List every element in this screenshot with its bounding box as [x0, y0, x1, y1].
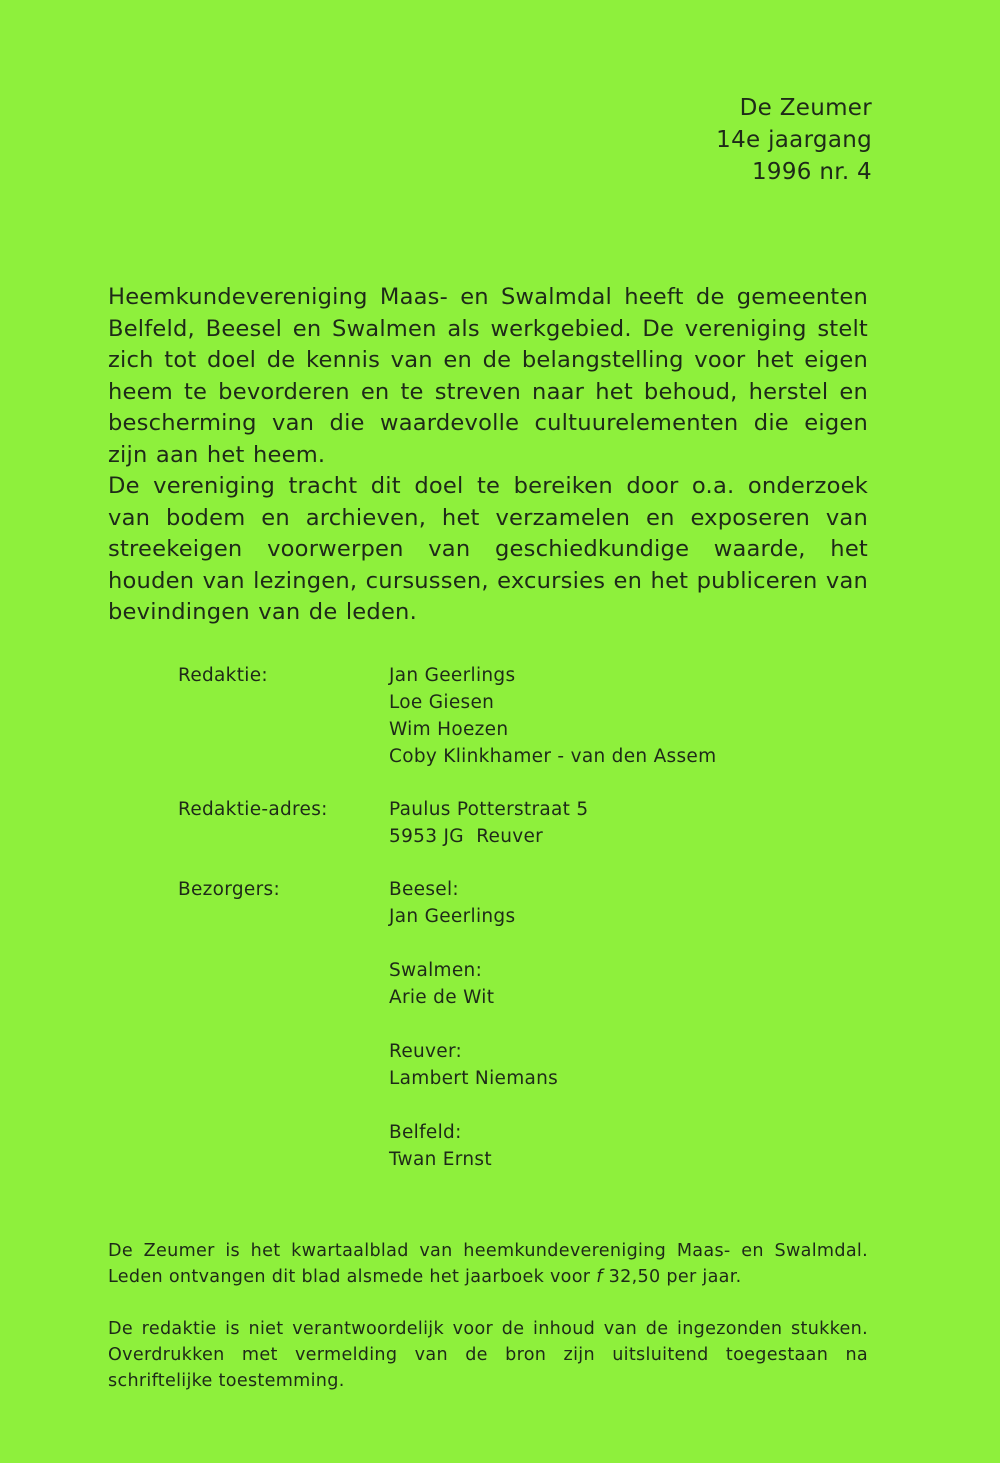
redaktie-member: Jan Geerlings — [389, 665, 516, 686]
footer-notes — [108, 1238, 868, 1394]
address-postcode: 5953 JG Reuver — [389, 826, 544, 847]
intro-paragraph-1: Heemkundevereniging Maas- en Swalmdal heeft de gemeenten Belfeld, Beesel en Swalmen als werkgebied. De vereniging stelt zich tot doel de kennis van en de belangstelling voor het eigen heem te bevorderen en te streven naar het behoud, herstel en bescherming van die waardevolle cultuurelementen die eigen zijn aan het heem. — [108, 284, 868, 468]
bezorger-place: Reuver: — [389, 1041, 463, 1062]
redaktie-member: Wim Hoezen — [389, 719, 509, 740]
intro-text — [108, 282, 868, 629]
bezorger-place: Belfeld: — [389, 1122, 462, 1143]
footer-disclaimer: De redaktie is niet verantwoordelijk voor de inhoud van de ingezonden stukken. Overdrukken met vermelding van de bron zijn uitsluitend toegestaan na schriftelijke toestemming. — [108, 1319, 868, 1391]
magazine-title: De Zeumer — [739, 95, 872, 121]
redaktie-member: Loe Giesen — [389, 692, 495, 713]
address-street: Paulus Potterstraat 5 — [389, 799, 589, 820]
bezorger-group — [389, 1038, 558, 1092]
bezorger-place: Beesel: — [389, 879, 459, 900]
bezorgers-row — [178, 876, 716, 1173]
bezorger-name: Jan Geerlings — [389, 906, 516, 927]
bezorger-place: Swalmen: — [389, 960, 483, 981]
bezorger-group — [389, 1119, 558, 1173]
guilder-symbol: f — [596, 1267, 603, 1287]
redaktie-members — [389, 662, 716, 770]
issue-label: 1996 nr. 4 — [751, 159, 872, 185]
bezorger-group — [389, 957, 558, 1011]
subscription-price: 32,50 per jaar. — [602, 1267, 742, 1287]
subscription-text: De Zeumer is het kwartaalblad van heemkundevereniging Maas- en Swalmdal. Leden ontvangen dit blad alsmede het jaarboek voor — [108, 1241, 868, 1287]
masthead — [716, 92, 872, 188]
footer-subscription-note — [108, 1238, 868, 1290]
volume-label: 14e jaargang — [716, 127, 872, 153]
bezorger-name: Arie de Wit — [389, 987, 495, 1008]
colophon — [178, 662, 716, 1173]
bezorger-group — [389, 876, 558, 930]
redaktie-member: Coby Klinkhamer - van den Assem — [389, 746, 717, 767]
bezorger-name: Twan Ernst — [389, 1149, 492, 1170]
redaktie-adres-label: Redaktie-adres: — [178, 799, 328, 820]
redaktie-adres — [389, 796, 588, 850]
redaktie-adres-row — [178, 796, 716, 850]
bezorgers-list — [389, 876, 558, 1173]
redaktie-label: Redaktie: — [178, 665, 268, 686]
bezorger-name: Lambert Niemans — [389, 1068, 559, 1089]
redaktie-row — [178, 662, 716, 770]
intro-paragraph-2: De vereniging tracht dit doel te bereiken door o.a. onderzoek van bodem en archieven, het verzamelen en exposeren van streekeigen voorwerpen van geschiedkundige waarde, het houden van lezingen, cursussen, excursies en het publiceren van bevindingen van de leden. — [108, 473, 869, 625]
bezorgers-label: Bezorgers: — [178, 879, 280, 900]
